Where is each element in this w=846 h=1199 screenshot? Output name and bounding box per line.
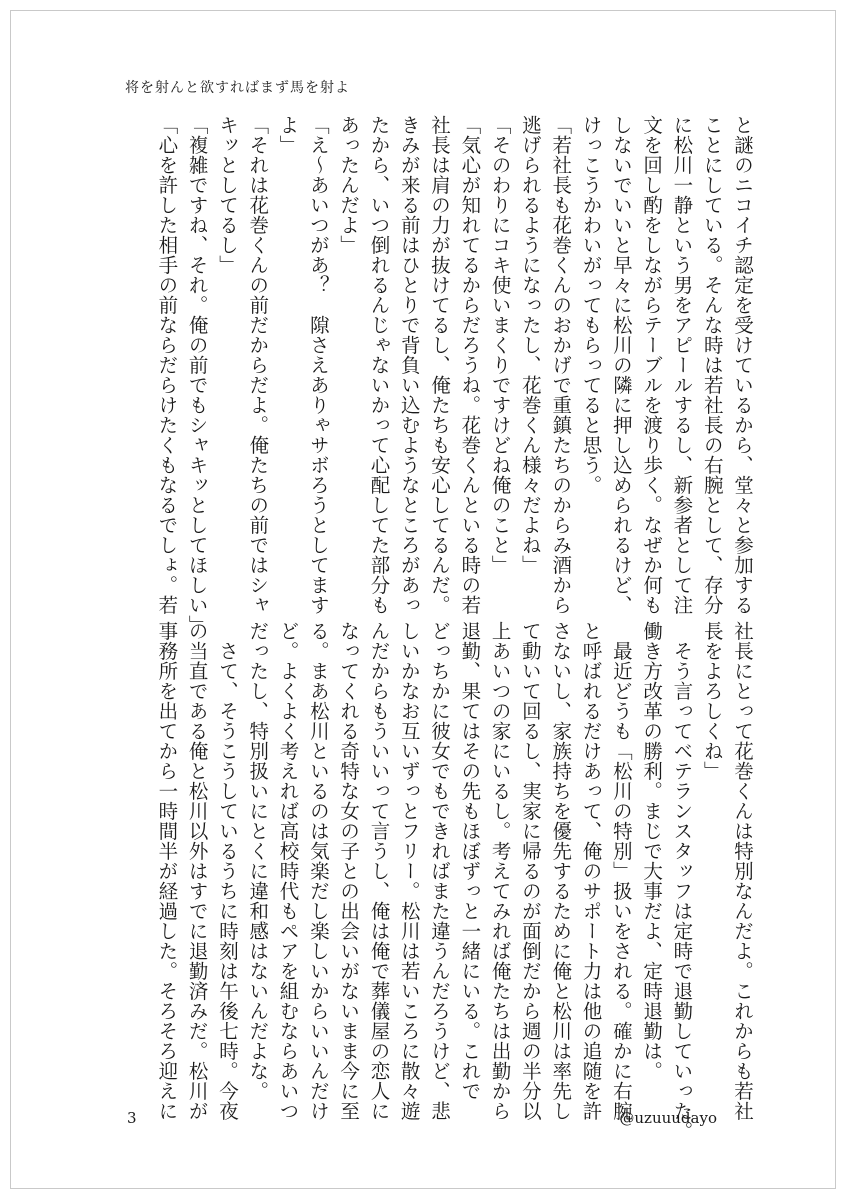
text-line: 上あいつの家にいるし。考えてみれば俺たちは出勤から	[488, 621, 512, 1121]
text-line: 「え～あいつがあ？ 隙さえありゃサボろうとしてます	[306, 115, 330, 615]
text-line: さて、そうこうしているうちに時刻は午後七時。今夜	[215, 621, 239, 1121]
text-line: 「そのわりにコキ使いまくりですけどね俺のこと」	[488, 115, 512, 575]
text-line: に松川一静という男をアピールするし、新参者として注	[670, 115, 694, 615]
text-line: けっこうかわいがってもらってると思う。	[579, 115, 603, 495]
text-line: どっちかに彼女でもできればまた違うんだろうけど、悲	[428, 621, 452, 1121]
text-line: あったんだよ」	[337, 115, 361, 255]
author-handle: @uzuuudayo	[619, 1109, 717, 1127]
text-line: 文を回し酌をしながらテーブルを渡り歩く。なぜか何も	[640, 115, 664, 615]
text-line: 社長は肩の力が抜けてるし、俺たちも安心してるんだ。	[428, 115, 452, 615]
page-sheet	[10, 10, 836, 1189]
text-line: 「心を許した相手の前ならだらけたくもなるでしょ。若	[155, 115, 179, 615]
text-line: よ」	[276, 115, 300, 155]
text-line: だったし、特別扱いにとくに違和感はないんだよな。	[246, 621, 270, 1101]
text-line: しないでいいと早々に松川の隣に押し込められるけど、	[609, 115, 633, 615]
text-line: る。まあ松川といるのは気楽だし楽しいからいいんだけ	[306, 621, 330, 1121]
text-line: 「複雑ですね、それ。俺の前でもシャキッとしてほしい」	[185, 115, 209, 635]
text-line: さないし、家族持ちを優先するために俺と松川は率先し	[549, 621, 573, 1121]
text-line: そう言ってベテランスタッフは定時で退勤していった。	[670, 621, 694, 1141]
text-line: 退勤、果てはその先もほぼずっと一緒にいる。これで	[458, 621, 482, 1101]
text-line: 「若社長も花巻くんのおかげで重鎮たちのからみ酒から	[549, 115, 573, 615]
text-line: キッとしてるし」	[215, 115, 239, 275]
text-line: ことにしている。そんな時は若社長の右腕として、存分	[700, 115, 724, 615]
text-line: と謎のニコイチ認定を受けているから、堂々と参加する	[731, 115, 754, 615]
page-number: 3	[127, 1109, 137, 1127]
text-line: 長をよろしくね」	[700, 621, 724, 781]
running-header: 将を射んと欲すればまず馬を射よ	[125, 80, 350, 96]
text-line: 「それは花巻くんの前だからだよ。俺たちの前ではシャ	[246, 115, 270, 615]
text-line: 「気心が知れてるからだろうね。花巻くんといる時の若	[458, 115, 482, 615]
text-line: たから、いつ倒れるんじゃないかって心配してた部分も	[367, 115, 391, 615]
text-line: 逃げられるようになったし、花巻くん様々だよね」	[518, 115, 542, 575]
text-line: と呼ばれるだけあって、俺のサポート力は他の追随を許	[579, 621, 603, 1121]
text-line: 働き方改革の勝利。まじで大事だよ、定時退勤は。	[640, 621, 664, 1081]
top-text-block	[127, 115, 757, 635]
text-line: 最近どうも「松川の特別」扱いをされる。確かに右腕	[609, 621, 633, 1121]
text-line: 事務所を出てから一時間半が経過した。そろそろ迎えに	[155, 621, 179, 1121]
text-line: きみが来る前はひとりで背負い込むようなところがあっ	[397, 115, 421, 615]
text-line: なってくれる奇特な女の子との出会いがないまま今に至	[337, 621, 361, 1121]
text-line: んだからもういいって言うし、俺は俺で葬儀屋の恋人に	[367, 621, 391, 1121]
text-line: 社長にとって花巻くんは特別なんだよ。これからも若社	[731, 621, 754, 1121]
text-line: ど。よくよく考えれば高校時代もペアを組むならあいつ	[276, 621, 300, 1121]
text-line: しいかなお互いずっとフリー。松川は若いころに散々遊	[397, 621, 421, 1121]
text-line: て動いて回るし、実家に帰るのが面倒だから週の半分以	[518, 621, 542, 1121]
text-line: の当直である俺と松川以外はすでに退勤済みだ。松川が	[185, 621, 209, 1121]
